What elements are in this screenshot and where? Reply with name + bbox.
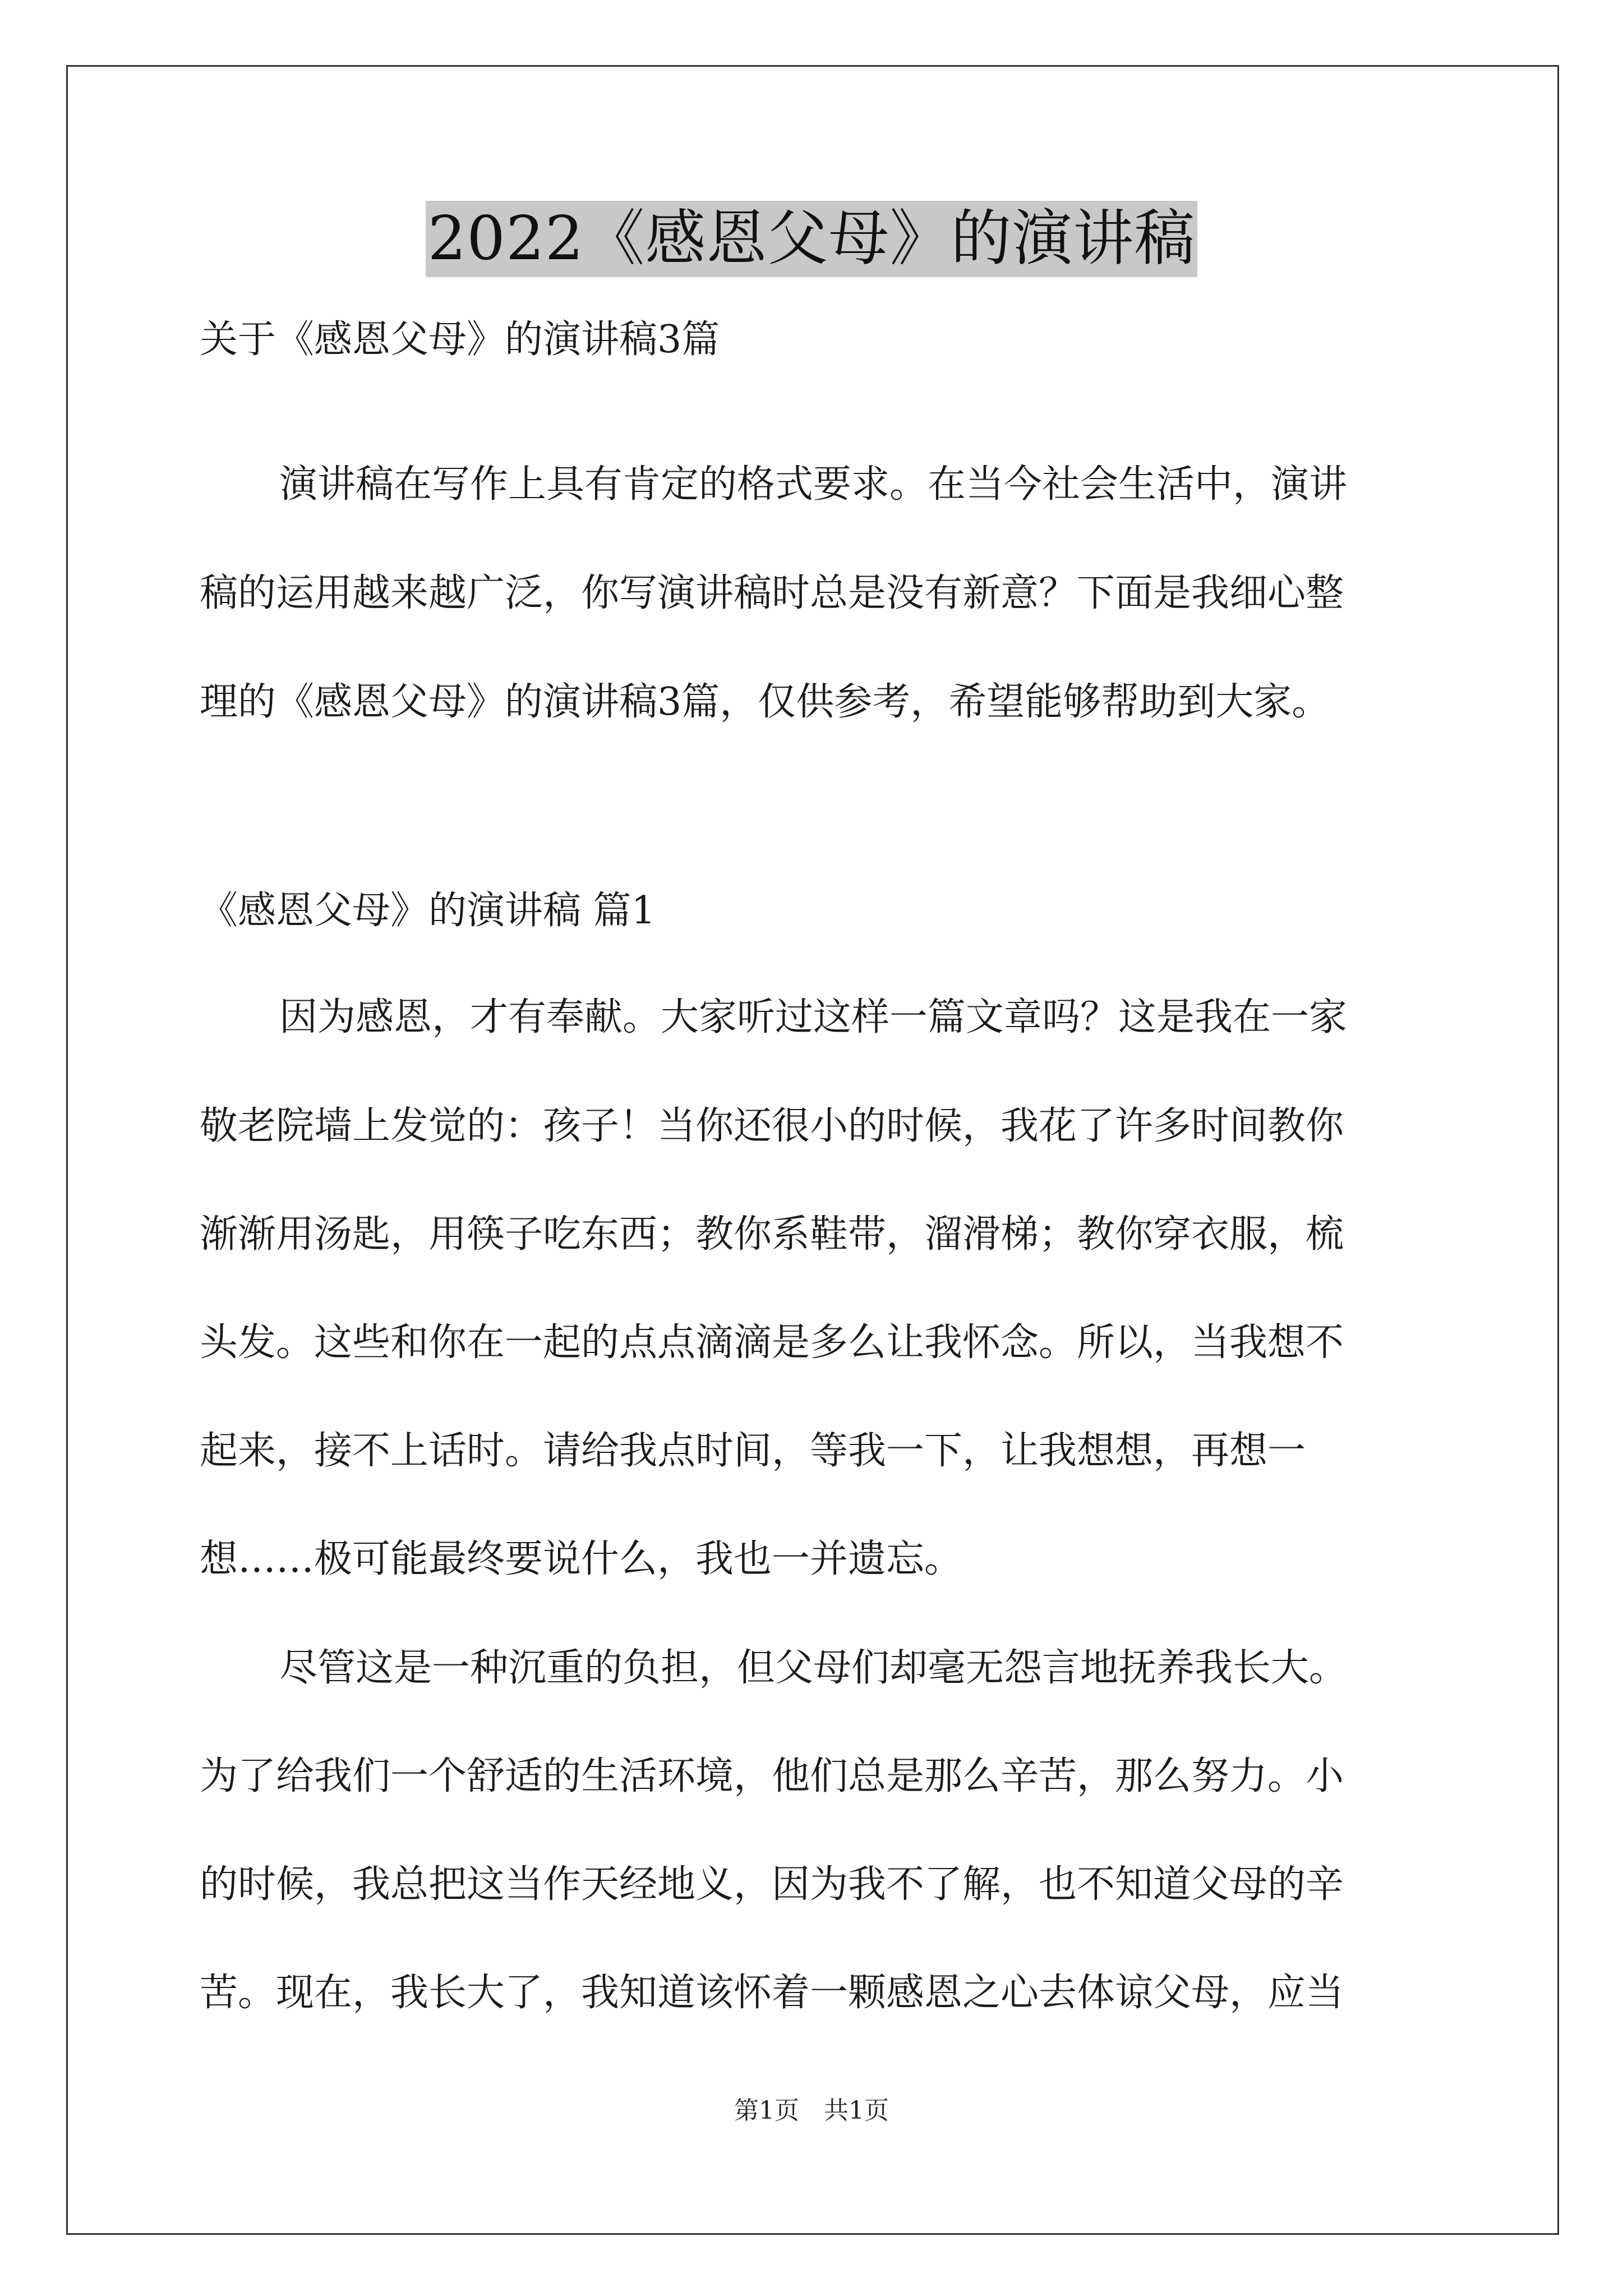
paragraph-line: 想……极可能最终要说什么，我也一并遗忘。: [200, 1537, 963, 1581]
title-container: [0, 201, 1623, 277]
paragraph-line: 为了给我们一个舒适的生活环境，他们总是那么辛苦，那么努力。小: [200, 1754, 1344, 1798]
paragraph-line: 因为感恩，才有奉献。大家听过这样一篇文章吗？这是我在一家: [279, 995, 1348, 1039]
paragraph-line: 起来，接不上话时。请给我点时间，等我一下，让我想想，再想一: [200, 1429, 1306, 1473]
paragraph-line: 苦。现在，我长大了，我知道该怀着一颗感恩之心去体谅父母，应当: [200, 1971, 1344, 2015]
paragraph-line: 敬老院墙上发觉的：孩子！当你还很小的时候，我花了许多时间教你: [200, 1104, 1344, 1148]
page-number: 第1页: [734, 2096, 799, 2125]
page-border: [66, 65, 1559, 2235]
section-heading: 《感恩父母》的演讲稿 篇1: [200, 889, 656, 933]
page-footer: [0, 2097, 1623, 2125]
paragraph-line: 演讲稿在写作上具有肯定的格式要求。在当今社会生活中，演讲: [279, 462, 1348, 507]
document-subtitle: 关于《感恩父母》的演讲稿3篇: [200, 318, 720, 362]
document-title: 2022《感恩父母》的演讲稿: [426, 201, 1198, 277]
paragraph-line: 渐渐用汤匙，用筷子吃东西；教你系鞋带，溜滑梯；教你穿衣服，梳: [200, 1212, 1344, 1257]
paragraph-line: 的时候，我总把这当作天经地义，因为我不了解，也不知道父母的辛: [200, 1862, 1344, 1907]
paragraph-line: 头发。这些和你在一起的点点滴滴是多么让我怀念。所以，当我想不: [200, 1320, 1344, 1365]
page-total: 共1页: [824, 2096, 889, 2125]
paragraph-line: 理的《感恩父母》的演讲稿3篇，仅供参考，希望能够帮助到大家。: [200, 680, 1330, 724]
paragraph-line: 尽管这是一种沉重的负担，但父母们却毫无怨言地抚养我长大。: [279, 1646, 1348, 1690]
paragraph-line: 稿的运用越来越广泛，你写演讲稿时总是没有新意？下面是我细心整: [200, 571, 1344, 615]
